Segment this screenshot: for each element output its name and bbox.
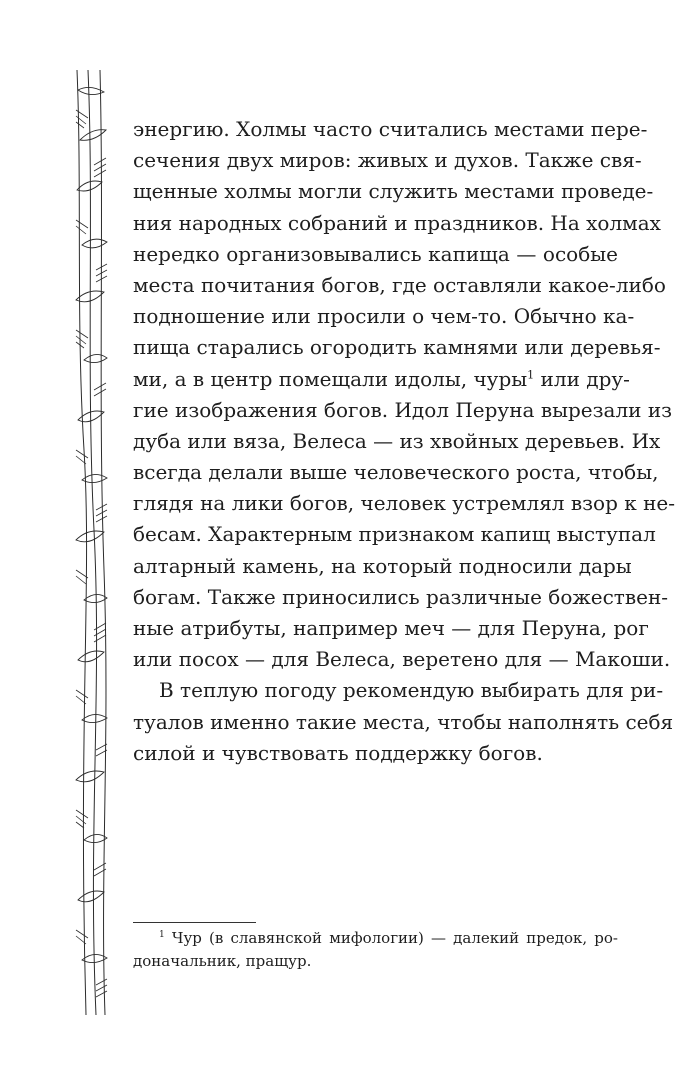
botanical-border-ornament bbox=[74, 70, 108, 1015]
text-line-with-footnote-ref bbox=[133, 364, 630, 395]
text-line: сечения двух миров: живых и духов. Также свя- bbox=[133, 148, 642, 173]
text-line: ния народных собраний и праздников. На холмах bbox=[133, 210, 661, 235]
footnote-text: Чур (в славянской мифологии) — далекий предок, ро- bbox=[164, 929, 618, 947]
text-fragment: ми, а в центр помещали идолы, чуры bbox=[133, 366, 528, 391]
text-line: силой и чувствовать поддержку богов. bbox=[133, 740, 543, 765]
text-line: места почитания богов, где оставляли какое-либо bbox=[133, 272, 666, 297]
text-line: дуба или вяза, Велеса — из хвойных деревьев. Их bbox=[133, 428, 661, 453]
text-line: энергию. Холмы часто считались местами пере- bbox=[133, 117, 648, 141]
text-line: глядя на лики богов, человек устремлял взор к не- bbox=[133, 491, 676, 516]
paragraph-2 bbox=[133, 675, 674, 769]
body-text bbox=[133, 114, 676, 769]
footnote-reference[interactable]: 1 bbox=[527, 367, 535, 381]
text-line: богам. Также приносились различные божествен- bbox=[133, 584, 669, 609]
footnote-marker: 1 bbox=[159, 930, 165, 940]
paragraph-1 bbox=[133, 114, 676, 675]
text-line: щенные холмы могли служить местами проведе- bbox=[133, 179, 654, 204]
text-line: всегда делали выше человеческого роста, чтобы, bbox=[133, 460, 659, 485]
text-line: бесам. Характерным признаком капищ выступал bbox=[133, 522, 656, 547]
footnote-separator bbox=[133, 922, 256, 923]
footnote-line: доначальник, пращур. bbox=[133, 951, 312, 970]
text-line: ные атрибуты, например меч — для Перуна, рог bbox=[133, 616, 649, 640]
text-line: пища старались огородить камнями или деревья- bbox=[133, 335, 661, 360]
text-line: туалов именно такие места, чтобы наполнять себя bbox=[133, 709, 674, 734]
text-line: В теплую погоду рекомендую выбирать для ри- bbox=[159, 678, 664, 703]
footnote bbox=[133, 927, 618, 972]
text-line: подношение или просили о чем-то. Обычно ка- bbox=[133, 304, 635, 329]
text-line: гие изображения богов. Идол Перуна вырезали из bbox=[133, 397, 673, 422]
text-fragment: или дру- bbox=[534, 366, 630, 391]
text-line: алтарный камень, на который подносили дары bbox=[133, 553, 632, 578]
text-line: или посох — для Велеса, веретено для — Макоши. bbox=[133, 647, 671, 672]
text-line: нередко организовывались капища — особые bbox=[133, 241, 618, 266]
footnote-line bbox=[133, 927, 618, 950]
